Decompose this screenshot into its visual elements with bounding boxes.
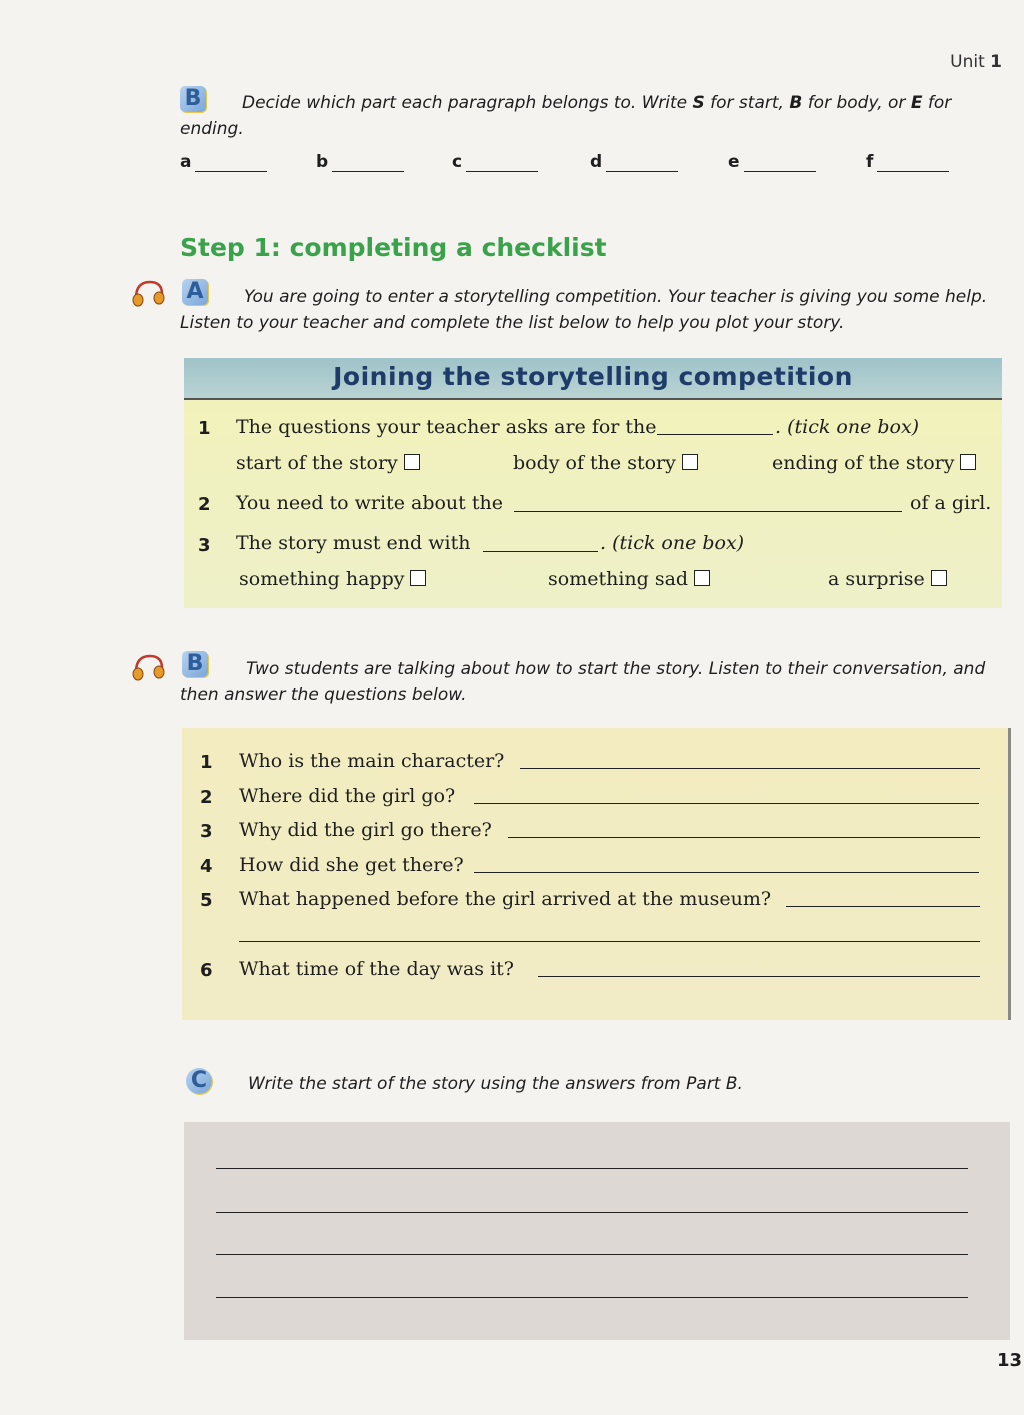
answer-blank-b[interactable]: b: [316, 152, 404, 172]
option-something-happy[interactable]: something happy: [239, 568, 426, 590]
part-a-badge: A: [182, 279, 208, 305]
unit-label: Unit 1: [950, 52, 1002, 72]
checklist-q3-text: The story must end with: [236, 532, 471, 554]
checkbox-body[interactable]: [682, 454, 698, 470]
question-5-number: 5: [200, 890, 213, 911]
answer-line-2[interactable]: [474, 803, 979, 804]
checklist-q2-text: You need to write about the: [236, 492, 503, 514]
answer-line-4[interactable]: [474, 872, 979, 873]
question-3-number: 3: [200, 821, 213, 842]
checklist-q1-tail: . (tick one box): [775, 416, 920, 438]
answer-line-5-continued[interactable]: [239, 941, 980, 942]
answer-line-6[interactable]: [538, 976, 980, 977]
part-b-instruction: Two students are talking about how to start the story. Listen to their conversation, and then answer the questions below.: [180, 659, 986, 705]
question-1-number: 1: [200, 752, 213, 773]
option-ending-of-story[interactable]: ending of the story: [772, 452, 976, 474]
part-a-instruction: You are going to enter a storytelling competition. Your teacher is giving you some help. Listen to your teacher and complete the list below to help you plot your story.: [180, 287, 988, 333]
question-4-number: 4: [200, 856, 213, 877]
writing-box: [184, 1122, 1010, 1340]
checklist-q1-blank[interactable]: [657, 434, 773, 435]
question-2-text: Where did the girl go?: [239, 785, 456, 807]
part-b-top-instruction: Decide which part each paragraph belongs to. Write S for start, B for body, or E for ending.: [180, 93, 952, 139]
question-5-text: What happened before the girl arrived at the museum?: [239, 888, 772, 910]
question-3-text: Why did the girl go there?: [239, 819, 492, 841]
writing-line-2[interactable]: [216, 1212, 968, 1213]
answer-blank-f[interactable]: f: [866, 152, 949, 172]
option-a-surprise[interactable]: a surprise: [828, 568, 947, 590]
option-start-of-story[interactable]: start of the story: [236, 452, 420, 474]
question-4-text: How did she get there?: [239, 854, 464, 876]
checkbox-surprise[interactable]: [931, 570, 947, 586]
checklist-title: Joining the storytelling competition: [333, 362, 853, 391]
answer-line-5[interactable]: [786, 906, 980, 907]
answer-line-3[interactable]: [508, 837, 980, 838]
answer-blank-c[interactable]: c: [452, 152, 538, 172]
answer-blank-d[interactable]: d: [590, 152, 678, 172]
page-number: 13: [996, 1350, 1022, 1371]
checklist-q2-number: 2: [198, 494, 211, 515]
option-something-sad[interactable]: something sad: [548, 568, 710, 590]
checklist-q1-number: 1: [198, 418, 211, 439]
writing-line-4[interactable]: [216, 1297, 968, 1298]
question-6-text: What time of the day was it?: [239, 958, 514, 980]
answer-line-1[interactable]: [520, 768, 980, 769]
step-1-title: Step 1: completing a checklist: [180, 233, 607, 262]
checklist-q3-blank[interactable]: [483, 551, 598, 552]
question-2-number: 2: [200, 787, 213, 808]
headphones-icon: [128, 648, 168, 688]
part-b-badge: B: [182, 651, 208, 677]
checkbox-sad[interactable]: [694, 570, 710, 586]
question-6-number: 6: [200, 960, 213, 981]
checklist-q3-tail: . (tick one box): [600, 532, 745, 554]
headphones-icon: [128, 274, 168, 314]
part-b-top-badge: B: [180, 86, 206, 112]
writing-line-1[interactable]: [216, 1168, 968, 1169]
question-1-text: Who is the main character?: [239, 750, 505, 772]
checklist-q1-text: The questions your teacher asks are for the: [236, 416, 657, 438]
checklist-q3-number: 3: [198, 535, 211, 556]
answer-blank-e[interactable]: e: [728, 152, 816, 172]
checklist-q2-blank[interactable]: [514, 511, 902, 512]
answer-blank-a[interactable]: a: [180, 152, 267, 172]
checkbox-happy[interactable]: [410, 570, 426, 586]
checkbox-ending[interactable]: [960, 454, 976, 470]
part-c-instruction: Write the start of the story using the answers from Part B.: [248, 1074, 743, 1094]
writing-line-3[interactable]: [216, 1254, 968, 1255]
paragraph-answer-row: [180, 152, 960, 180]
checkbox-start[interactable]: [404, 454, 420, 470]
option-body-of-story[interactable]: body of the story: [513, 452, 698, 474]
part-c-badge: C: [186, 1068, 212, 1094]
checklist-q2-tail: of a girl.: [910, 492, 992, 514]
